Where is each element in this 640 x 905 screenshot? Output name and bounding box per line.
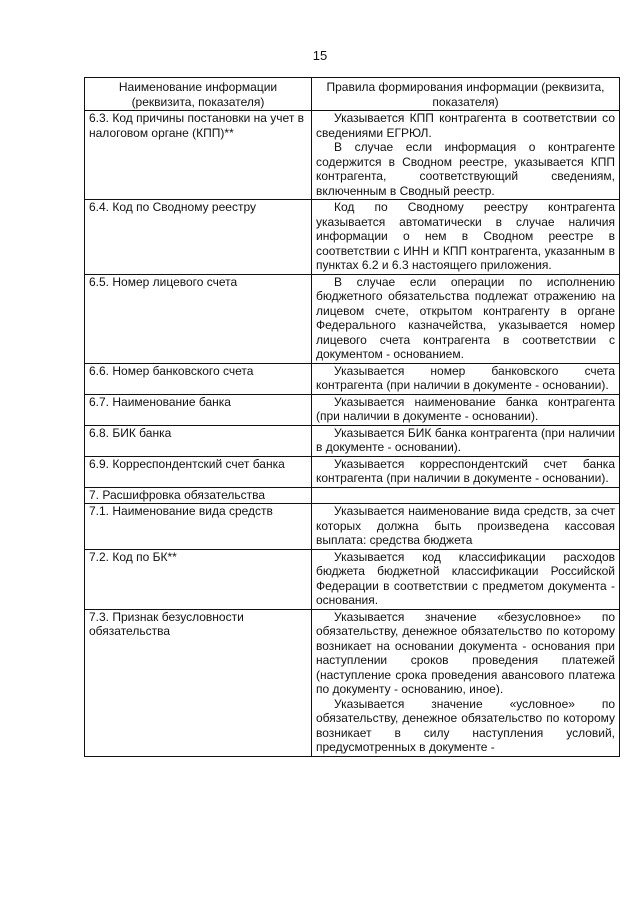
rule-paragraph: Указывается КПП контрагента в соответствии со сведениями ЕГРЮЛ.	[316, 111, 615, 140]
row-rules	[312, 504, 620, 550]
rule-paragraph: Код по Сводному реестру контрагента указывается автоматически в случае наличия информации о нем в Сводном реестре в соответствии с ИНН и КПП контрагента, указанным в пунктах 6.2 и 6.3 настоящего приложения.	[316, 200, 615, 272]
row-name: 7. Расшифровка обязательства	[85, 487, 312, 504]
rule-paragraph: Указывается значение «безусловное» по обязательству, денежное обязательство по которому возникает на основании документа - основания при наступлении сроков проведения платежей (наступление срока проведения авансового платежа по документу - основанию, иное).	[316, 609, 615, 696]
row-name: 6.8. БИК банка	[85, 425, 312, 456]
table-row	[85, 504, 620, 550]
table-row	[85, 274, 620, 363]
table-row	[85, 363, 620, 394]
rule-paragraph: Указывается значение «условное» по обязательству, денежное обязательство по которому возникает в силу наступления условий, предусмотренных в документе -	[316, 696, 615, 754]
table-row	[85, 394, 620, 425]
table-row	[85, 487, 620, 504]
header-col-name: Наименование информации (реквизита, показателя)	[85, 78, 312, 111]
table-row	[85, 456, 620, 487]
rule-paragraph: Указывается номер банковского счета контрагента (при наличии в документе - основании).	[316, 363, 615, 392]
row-rules	[312, 363, 620, 394]
row-name: 7.2. Код по БК**	[85, 549, 312, 609]
row-name: 6.3. Код причины постановки на учет в налоговом органе (КПП)**	[85, 111, 312, 200]
table-row	[85, 549, 620, 609]
row-rules	[312, 425, 620, 456]
table-row	[85, 111, 620, 200]
rule-paragraph: Указывается корреспондентский счет банка контрагента (при наличии в документе - основании).	[316, 456, 615, 485]
row-name: 6.9. Корреспондентский счет банка	[85, 456, 312, 487]
row-rules	[312, 274, 620, 363]
rule-paragraph: Указывается наименование вида средств, за счет которых должна быть произведена кассовая выплата: средства бюджета	[316, 504, 615, 547]
page-number: 15	[312, 48, 328, 63]
rule-paragraph: В случае если операции по исполнению бюджетного обязательства подлежат отражению на лицевом счете, открытом контрагенту в органе Федерального казначейства, указывается номер лицевого счета контрагента в соответствии с документом - основанием.	[316, 274, 615, 361]
table-body	[85, 111, 620, 757]
rule-paragraph: В случае если информация о контрагенте содержится в Сводном реестре, указывается КПП контрагента, соответствующий сведениям, включенным в Сводный реестр.	[316, 140, 615, 198]
rule-paragraph: Указывается наименование банка контрагента (при наличии в документе - основании).	[316, 394, 615, 423]
requisites-table	[84, 77, 620, 757]
row-name: 6.6. Номер банковского счета	[85, 363, 312, 394]
row-rules	[312, 549, 620, 609]
row-rules	[312, 111, 620, 200]
row-name: 6.4. Код по Сводному реестру	[85, 200, 312, 275]
table-row	[85, 200, 620, 275]
row-rules	[312, 200, 620, 275]
row-rules	[312, 487, 620, 504]
table-row	[85, 609, 620, 756]
row-name: 6.7. Наименование банка	[85, 394, 312, 425]
table-row	[85, 425, 620, 456]
row-name: 6.5. Номер лицевого счета	[85, 274, 312, 363]
rule-paragraph: Указывается БИК банка контрагента (при наличии в документе - основании).	[316, 425, 615, 454]
row-name: 7.1. Наименование вида средств	[85, 504, 312, 550]
row-rules	[312, 609, 620, 756]
row-rules	[312, 456, 620, 487]
table-header-row	[85, 78, 620, 111]
row-rules	[312, 394, 620, 425]
row-name: 7.3. Признак безусловности обязательства	[85, 609, 312, 756]
rule-paragraph: Указывается код классификации расходов бюджета бюджетной классификации Российской Федерации в соответствии с предметом документа - основания.	[316, 549, 615, 607]
header-col-rules: Правила формирования информации (реквизита, показателя)	[312, 78, 620, 111]
